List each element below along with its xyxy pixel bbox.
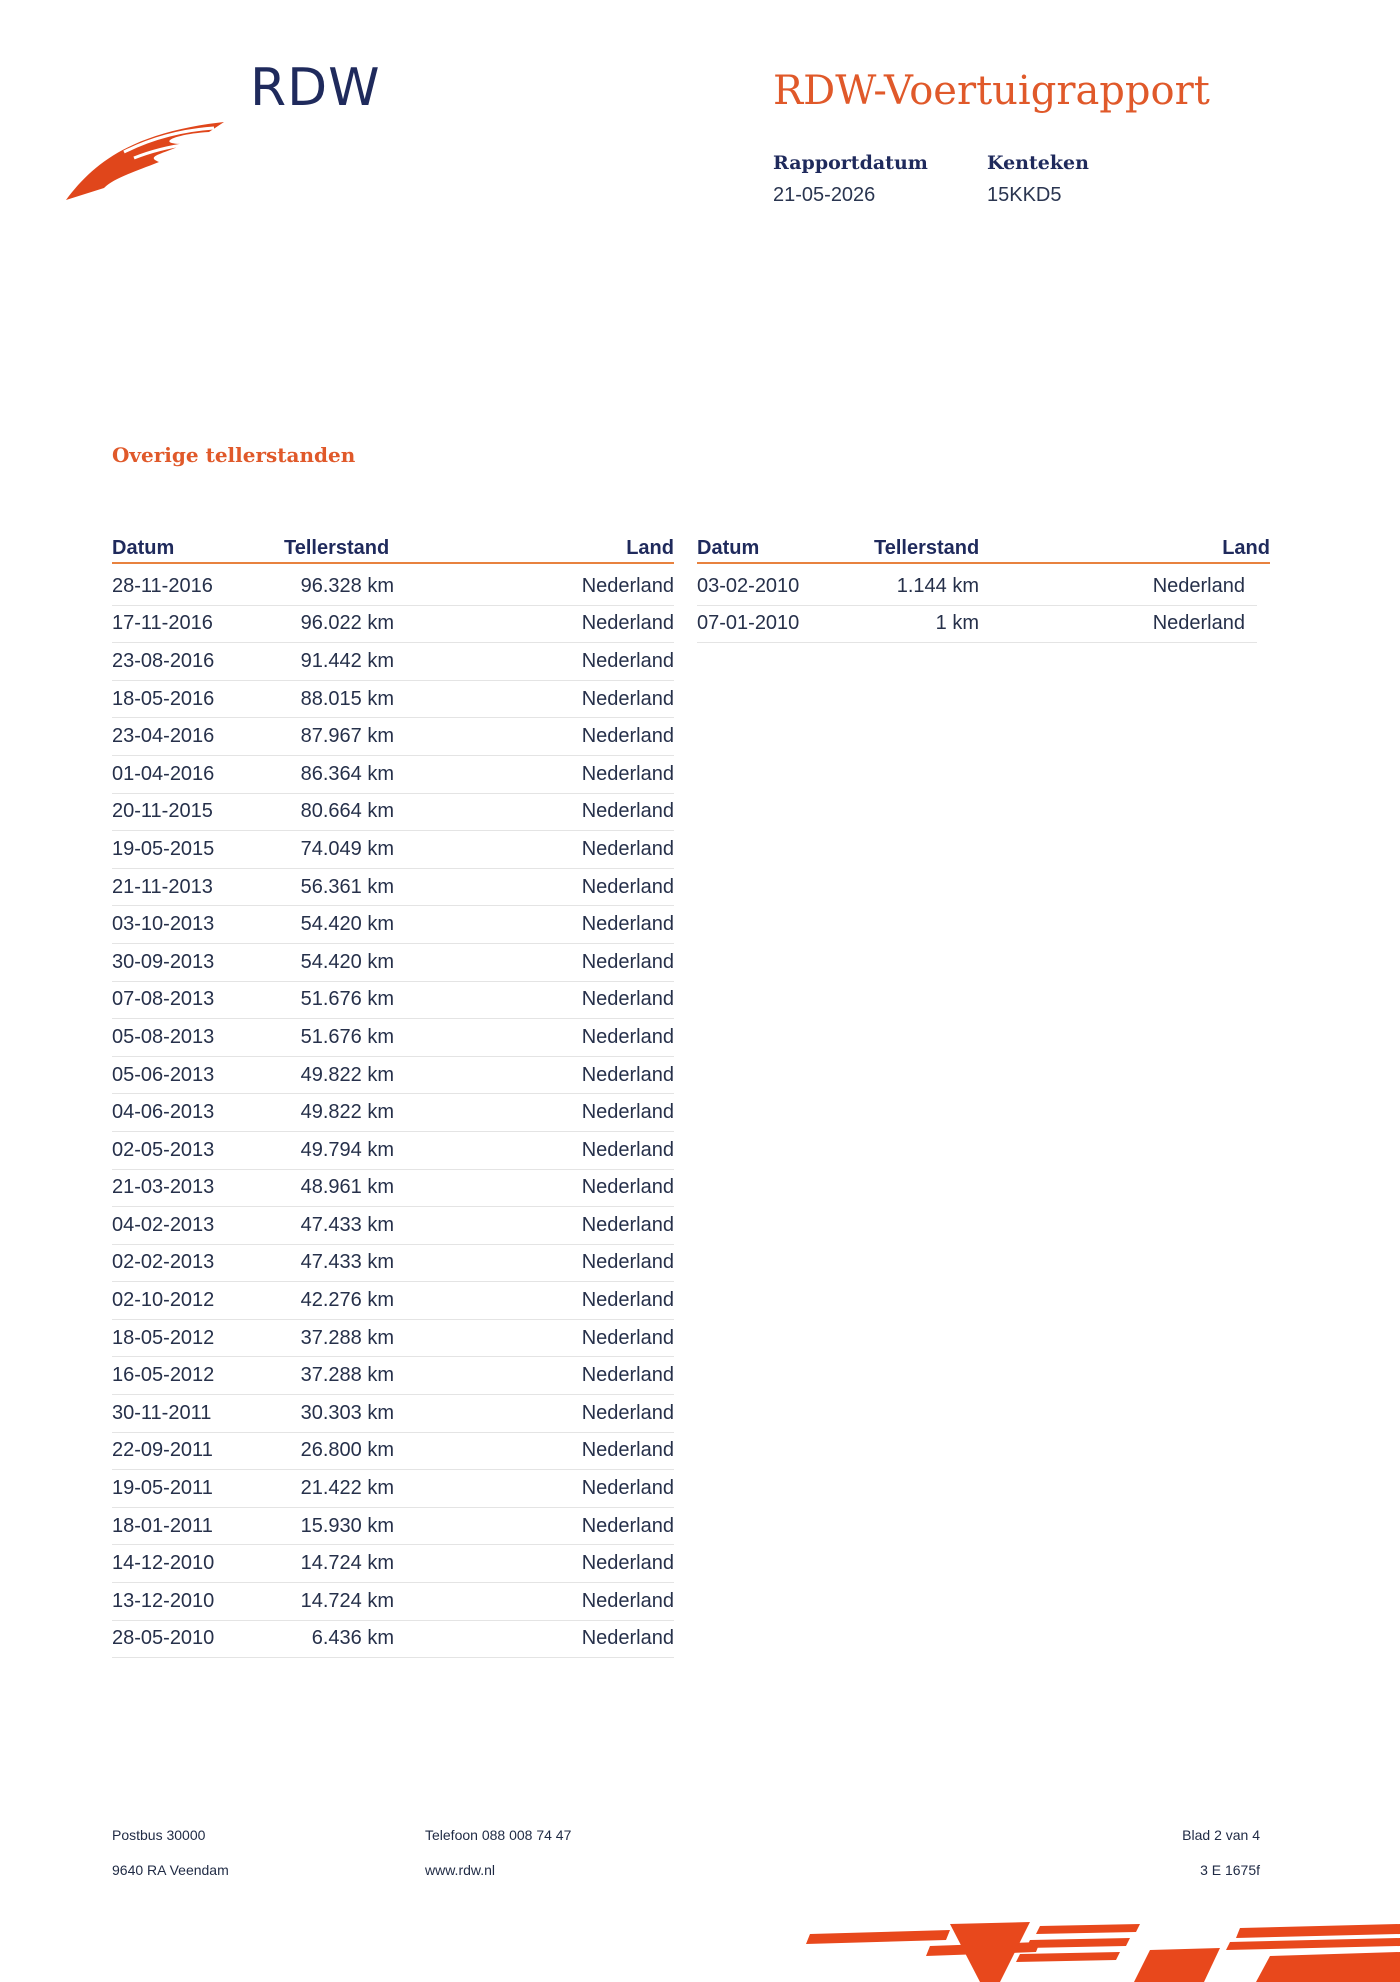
row-odometer: 51.676 km — [300, 1025, 394, 1048]
table-row — [112, 982, 674, 1020]
row-odometer: 21.422 km — [300, 1477, 394, 1500]
plate-block — [987, 152, 1089, 207]
table-row — [112, 1282, 674, 1320]
row-date: 30-11-2011 — [112, 1401, 212, 1424]
row-odometer: 74.049 km — [300, 837, 394, 860]
table-row — [112, 944, 674, 982]
table-row — [112, 1019, 674, 1057]
header-country: Land — [1222, 537, 1270, 559]
table-row — [112, 1094, 674, 1132]
header-country: Land — [626, 537, 674, 559]
row-date: 21-03-2013 — [112, 1176, 215, 1199]
row-date: 02-10-2012 — [112, 1289, 215, 1312]
footer-website: www.rdw.nl — [425, 1862, 496, 1878]
report-date-value: 21-05-2026 — [773, 184, 876, 206]
row-country: Nederland — [1152, 574, 1245, 597]
row-country: Nederland — [581, 988, 674, 1011]
row-odometer: 47.433 km — [300, 1213, 394, 1236]
row-date: 01-04-2016 — [112, 762, 215, 785]
table-row — [112, 643, 674, 681]
row-odometer: 1.144 km — [896, 574, 979, 597]
table-header — [112, 534, 674, 564]
row-country: Nederland — [581, 913, 674, 936]
table-row — [112, 1357, 674, 1395]
row-date: 28-11-2016 — [112, 574, 213, 597]
row-date: 18-05-2016 — [112, 687, 215, 710]
row-date: 28-05-2010 — [112, 1627, 215, 1650]
table-row — [112, 794, 674, 832]
table-row — [112, 1433, 674, 1471]
row-date: 18-01-2011 — [112, 1514, 213, 1537]
table-row — [112, 1545, 674, 1583]
row-date: 30-09-2013 — [112, 950, 215, 973]
row-odometer: 96.328 km — [300, 574, 394, 597]
header-date: Datum — [697, 537, 760, 559]
row-odometer: 51.676 km — [300, 988, 394, 1011]
table-row — [112, 568, 674, 606]
row-date: 18-05-2012 — [112, 1326, 215, 1349]
table-row — [112, 1508, 674, 1546]
table-rows — [112, 568, 674, 1658]
table-header — [697, 534, 1270, 564]
report-title: RDW-Voertuigrapport — [773, 68, 1210, 114]
table-row — [112, 1207, 674, 1245]
row-country: Nederland — [581, 1289, 674, 1312]
row-country: Nederland — [581, 837, 674, 860]
table-row — [112, 1395, 674, 1433]
row-date: 13-12-2010 — [112, 1589, 215, 1612]
footer-address — [112, 1818, 229, 1888]
row-date: 02-02-2013 — [112, 1251, 215, 1274]
footer-contact — [425, 1818, 571, 1888]
odometer-table-right — [697, 534, 1270, 643]
row-odometer: 56.361 km — [300, 875, 394, 898]
row-odometer: 49.794 km — [300, 1138, 394, 1161]
table-row — [112, 606, 674, 644]
row-date: 22-09-2011 — [112, 1439, 213, 1462]
footer-address-line-1: Postbus 30000 — [112, 1827, 206, 1843]
row-country: Nederland — [581, 1401, 674, 1424]
footer-address-line-2: 9640 RA Veendam — [112, 1862, 229, 1878]
header-odometer: Tellerstand — [284, 537, 390, 559]
row-country: Nederland — [581, 1627, 674, 1650]
row-date: 03-10-2013 — [112, 913, 215, 936]
report-date-block — [773, 152, 928, 207]
row-date: 21-11-2013 — [112, 875, 213, 898]
row-country: Nederland — [581, 1364, 674, 1387]
footer-phone: Telefoon 088 008 74 47 — [425, 1827, 572, 1843]
plate-value: 15KKD5 — [987, 184, 1062, 206]
row-odometer: 48.961 km — [300, 1176, 394, 1199]
table-row — [112, 1621, 674, 1659]
row-odometer: 14.724 km — [300, 1589, 394, 1612]
row-date: 03-02-2010 — [697, 574, 800, 597]
report-date-label: Rapportdatum — [773, 152, 928, 174]
row-date: 19-05-2011 — [112, 1477, 213, 1500]
row-country: Nederland — [581, 725, 674, 748]
row-date: 16-05-2012 — [112, 1364, 215, 1387]
rdw-stripe-decoration — [800, 1920, 1400, 1982]
table-row — [112, 869, 674, 907]
row-odometer: 1 km — [935, 612, 979, 635]
footer-code: 3 E 1675f — [1200, 1862, 1260, 1878]
row-odometer: 54.420 km — [300, 950, 394, 973]
row-country: Nederland — [581, 800, 674, 823]
row-odometer: 42.276 km — [300, 1289, 394, 1312]
row-date: 04-06-2013 — [112, 1101, 215, 1124]
row-country: Nederland — [581, 574, 674, 597]
row-country: Nederland — [581, 875, 674, 898]
header-odometer: Tellerstand — [874, 537, 980, 559]
row-country: Nederland — [581, 1251, 674, 1274]
row-odometer: 87.967 km — [300, 725, 394, 748]
row-country: Nederland — [581, 1326, 674, 1349]
rdw-logo — [64, 58, 384, 188]
row-odometer: 88.015 km — [300, 687, 394, 710]
row-country: Nederland — [581, 1477, 674, 1500]
row-date: 19-05-2015 — [112, 837, 215, 860]
table-row — [112, 1470, 674, 1508]
row-date: 05-06-2013 — [112, 1063, 215, 1086]
row-odometer: 54.420 km — [300, 913, 394, 936]
row-country: Nederland — [581, 687, 674, 710]
row-country: Nederland — [1152, 612, 1245, 635]
row-date: 17-11-2016 — [112, 612, 213, 635]
row-country: Nederland — [581, 1101, 674, 1124]
row-odometer: 26.800 km — [300, 1439, 394, 1462]
row-odometer: 14.724 km — [300, 1552, 394, 1575]
row-country: Nederland — [581, 950, 674, 973]
row-odometer: 86.364 km — [300, 762, 394, 785]
row-country: Nederland — [581, 612, 674, 635]
table-row — [112, 906, 674, 944]
table-row — [112, 1170, 674, 1208]
row-odometer: 49.822 km — [300, 1063, 394, 1086]
rdw-wing-logo-icon — [64, 92, 234, 202]
row-date: 14-12-2010 — [112, 1552, 215, 1575]
row-country: Nederland — [581, 1552, 674, 1575]
section-title: Overige tellerstanden — [112, 443, 356, 467]
row-odometer: 6.436 km — [311, 1627, 394, 1650]
row-odometer: 49.822 km — [300, 1101, 394, 1124]
table-row — [112, 1320, 674, 1358]
table-row — [112, 1245, 674, 1283]
table-row — [697, 606, 1257, 644]
row-odometer: 37.288 km — [300, 1326, 394, 1349]
row-date: 23-04-2016 — [112, 725, 215, 748]
row-odometer: 15.930 km — [300, 1514, 394, 1537]
row-date: 20-11-2015 — [112, 800, 213, 823]
row-country: Nederland — [581, 1138, 674, 1161]
row-country: Nederland — [581, 1063, 674, 1086]
footer-page-number: Blad 2 van 4 — [1182, 1827, 1260, 1843]
row-odometer: 47.433 km — [300, 1251, 394, 1274]
row-odometer: 37.288 km — [300, 1364, 394, 1387]
header-date: Datum — [112, 537, 175, 559]
row-country: Nederland — [581, 762, 674, 785]
table-row — [112, 756, 674, 794]
footer-page-info — [1100, 1818, 1260, 1888]
row-odometer: 80.664 km — [300, 800, 394, 823]
odometer-table-left — [112, 534, 674, 1658]
row-date: 02-05-2013 — [112, 1138, 215, 1161]
logo-text: RDW — [250, 58, 381, 118]
row-country: Nederland — [581, 1439, 674, 1462]
row-odometer: 96.022 km — [300, 612, 394, 635]
table-rows — [697, 568, 1257, 643]
row-country: Nederland — [581, 1176, 674, 1199]
table-row — [112, 1057, 674, 1095]
table-row — [112, 718, 674, 756]
plate-label: Kenteken — [987, 152, 1089, 174]
table-row — [112, 831, 674, 869]
row-date: 07-01-2010 — [697, 612, 800, 635]
row-country: Nederland — [581, 1213, 674, 1236]
table-row — [112, 1583, 674, 1621]
table-row — [697, 568, 1257, 606]
row-date: 23-08-2016 — [112, 649, 215, 672]
row-country: Nederland — [581, 649, 674, 672]
row-country: Nederland — [581, 1514, 674, 1537]
table-row — [112, 1132, 674, 1170]
row-date: 04-02-2013 — [112, 1213, 215, 1236]
row-country: Nederland — [581, 1025, 674, 1048]
row-date: 05-08-2013 — [112, 1025, 215, 1048]
row-country: Nederland — [581, 1589, 674, 1612]
row-odometer: 30.303 km — [300, 1401, 394, 1424]
row-date: 07-08-2013 — [112, 988, 215, 1011]
row-odometer: 91.442 km — [300, 649, 394, 672]
table-row — [112, 681, 674, 719]
